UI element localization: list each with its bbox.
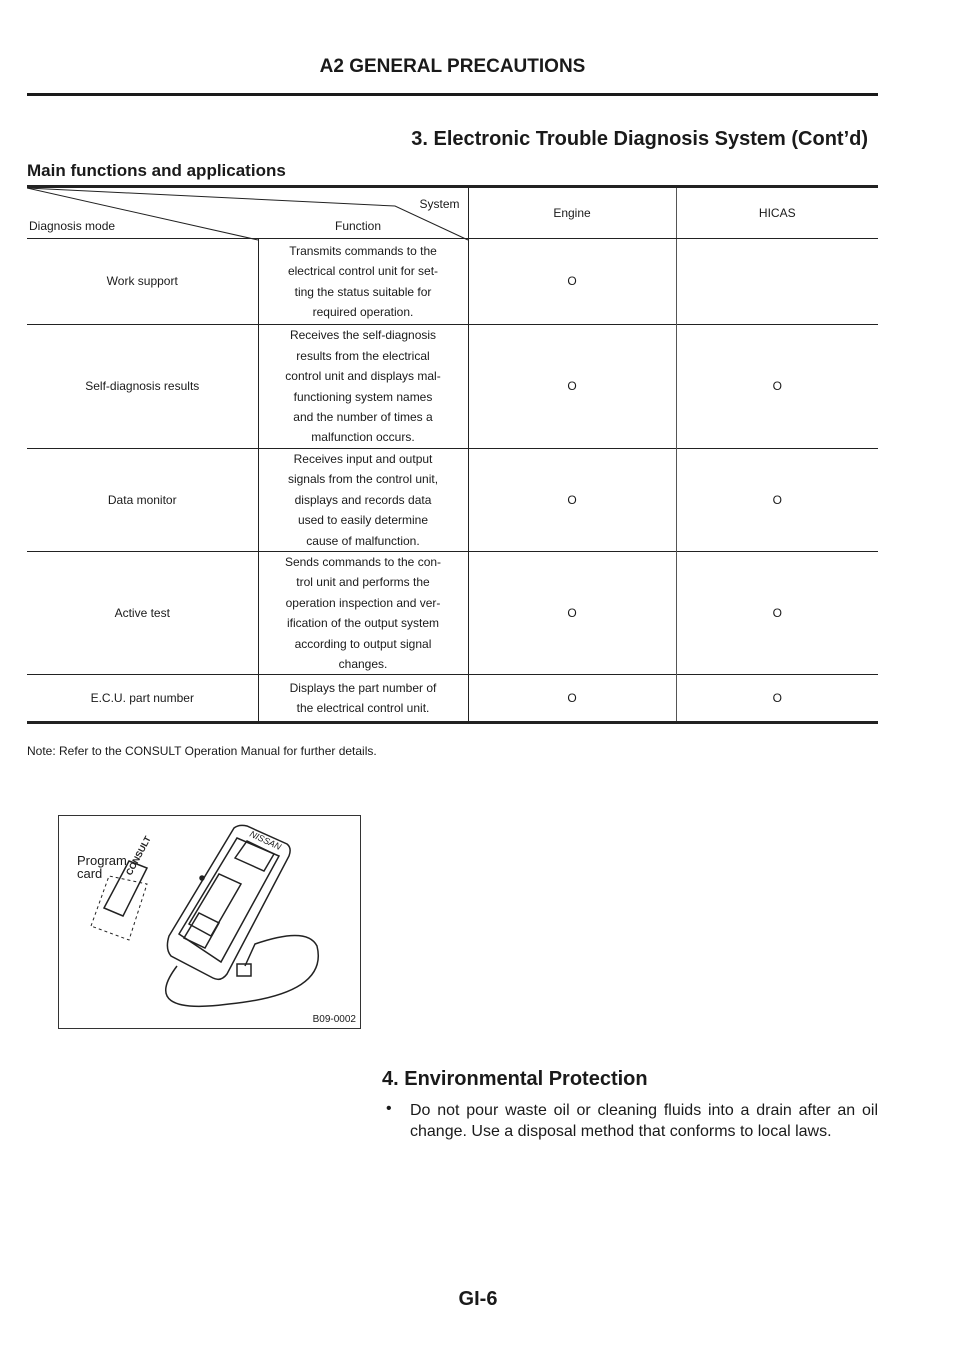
row-engine-mark: O [468, 675, 676, 723]
function-line: signals from the control unit, [287, 472, 439, 487]
consult-tester-illustration [59, 816, 360, 1028]
label-line: Program [77, 853, 127, 868]
function-line: trol unit and performs the [296, 575, 430, 590]
function-line: Transmits commands to the [289, 243, 437, 258]
consult-figure [58, 815, 361, 1029]
tester-brand-text: NISSAN [248, 828, 283, 852]
section-header: A2 GENERAL PRECAUTIONS [319, 56, 586, 77]
page-number: GI-6 [458, 1288, 498, 1310]
row-mode: Data monitor [27, 449, 258, 552]
row-hicas-mark: O [676, 675, 878, 723]
row-hicas-mark: O [676, 449, 878, 552]
function-line: results from the electrical [296, 348, 430, 363]
section4-title: 4. Environmental Protection [382, 1068, 648, 1090]
row-hicas-mark: O [676, 325, 878, 449]
row-engine-mark: O [468, 325, 676, 449]
table-note: Note: Refer to the CONSULT Operation Manual for further details. [27, 744, 377, 758]
table-row [27, 449, 878, 552]
header-mode: Diagnosis mode [29, 219, 116, 233]
header-function: Function [335, 219, 382, 233]
function-line: and the number of times a [293, 409, 433, 424]
table-title: Main functions and applications [27, 161, 286, 180]
row-mode: Work support [27, 239, 258, 325]
function-line: electrical control unit for set- [287, 264, 439, 279]
section4-text: Do not pour waste oil or cleaning fluids into a drain after an oil change. Use a disposal method that conforms to local laws. [410, 1102, 878, 1140]
row-mode: E.C.U. part number [27, 675, 258, 723]
row-function [258, 675, 468, 723]
row-mode: Active test [27, 552, 258, 675]
function-line: Sends commands to the con- [284, 555, 442, 570]
function-line: the electrical control unit. [296, 701, 430, 716]
function-line: according to output signal [294, 636, 432, 651]
row-engine-mark: O [468, 552, 676, 675]
functions-table [27, 185, 878, 724]
function-line: malfunction occurs. [311, 430, 415, 445]
function-line: operation inspection and ver- [285, 595, 441, 610]
subsection-title: 3. Electronic Trouble Diagnosis System (Cont’d) [411, 128, 868, 150]
function-line: control unit and displays mal- [285, 369, 441, 384]
function-line: cause of malfunction. [306, 533, 420, 548]
header-diagonal-lines [27, 186, 472, 242]
row-mode: Self-diagnosis results [27, 325, 258, 449]
row-function [258, 449, 468, 552]
row-function [258, 552, 468, 675]
header-rule [27, 93, 878, 96]
header-hicas: HICAS [676, 187, 878, 239]
program-card-label [77, 854, 127, 880]
table-row [27, 239, 878, 325]
table-row [27, 675, 878, 723]
row-engine-mark: O [468, 239, 676, 325]
table-row [27, 552, 878, 675]
function-line: Displays the part number of [289, 681, 437, 696]
row-function [258, 239, 468, 325]
figure-id: B09-0002 [312, 1014, 356, 1025]
row-engine-mark: O [468, 449, 676, 552]
function-line: changes. [338, 657, 388, 672]
header-engine: Engine [468, 187, 676, 239]
function-line: required operation. [312, 304, 414, 319]
header-system: System [419, 197, 460, 211]
function-line: used to easily determine [297, 513, 429, 528]
row-hicas-mark [676, 239, 878, 325]
function-line: functioning system names [293, 389, 433, 404]
function-line: displays and records data [294, 492, 432, 507]
row-hicas-mark: O [676, 552, 878, 675]
card-brand-text: CONSULT [123, 834, 153, 877]
function-line: ting the status suitable for [294, 284, 432, 299]
function-line: Receives the self-diagnosis [289, 328, 437, 343]
bullet-icon: • [386, 1100, 392, 1117]
function-line: Receives input and output [293, 452, 433, 466]
function-line: ification of the output system [286, 616, 440, 631]
row-function [258, 325, 468, 449]
label-line: card [77, 866, 103, 881]
table-row [27, 325, 878, 449]
